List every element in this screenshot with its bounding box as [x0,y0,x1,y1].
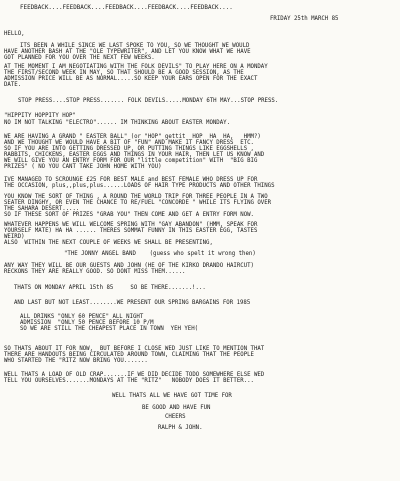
intro-line-6: ADMISSION PRICE WILL BE AS NORMAL.....SO KEEP YOUR EARS OPEN FOR THE EXACT [4,76,258,82]
bargain-drinks: ALL DRINKS "ONLY 60 PENCE" ALL NIGHT [20,314,144,320]
jonny-angel-band-line: "THE JONNY ANGEL BAND (guess who spelt it wrong then) [64,251,256,257]
prizes-line-6: SO IF THESE SORT OF PRIZES "GRAB YOU" THEN COME AND GET A ENTRY FORM NOW. [4,212,254,218]
prizes-line-4: SEATER DINGHY, OR EVEN THE CHANCE TO RE/FUEL "CONCORDE " WHILE ITS FLYING OVER [4,200,272,206]
bargain-cheapest: SO WE ARE STILL THE CHEAPEST PLACE IN TOWN YEH YEH( [20,326,199,332]
date-announcement: THATS ON MONDAY APRIL 15th 85 SO BE THERE.......!... [14,285,206,291]
closing-line-1: WELL THATS ALL WE HAVE GOT TIME FOR [112,393,232,399]
spring-line-4: ALSO WITHIN THE NEXT COUPLE OF WEEKS WE SHALL BE PRESENTING, [4,240,213,246]
prizes-line-3: YOU KNOW THE SORT OF THING , A ROUND THE WORLD TRIP FOR THREE PEOPLE IN A TWO [4,194,268,200]
spring-line-2: YOURSELF MATE) HA HA ...... THERES SOMMAT FUNNY IN THIS EASTER EGG, TASTES [4,228,258,234]
stop-press-line: STOP PRESS....STOP PRESS....... FOLK DEVILS.....MONDAY 6TH MAY...STOP PRESS. [18,98,279,104]
easter-ball-line-3: SO IF YOU ARE INTO GETTING DRESSED UP, OR PUTTING THINGS LIKE EGGSHELLS , [4,146,254,152]
spring-line-1: WHATEVER HAPPENS WE WILL WELCOME SPRING WITH "GAY ABANDON" (HMM, SPEAK FOR [4,222,258,228]
bargain-admission: ADMISSION "ONLY 50 PENCE BEFORE 10 P/M [20,320,154,326]
intro-line-4: AT THE MOMENT I AM NEGOTIATING WITH THE FOLK DEVILS" TO PLAY HERE ON A MONDAY [4,64,268,70]
guests-line-2: RECKONS THEY ARE REALLY GOOD. SO DONT MISS THEM...... [4,269,186,275]
handouts-line-2: THERE ARE HANDOUTS BEING CIRCULATED AROUND TOWN, CLAIMING THAT THE PEOPLE [4,352,254,358]
letter-date: FRIDAY 25th MARCH 85 [270,16,339,22]
prizes-line-5: THE SAHARA DESERT..... [4,206,80,212]
intro-line-3: GOT PLANNED FOR YOU OVER THE NEXT FEW WEEKS. [4,55,155,61]
ritz-line-1: WELL THATS A LOAD OF OLD CRAP.......IF WE DID DECIDE TODO SOMEWHERE ELSE WED [4,372,265,378]
intro-line-2: HAVE ANOTHER BASH AT THE "OLE TYPEWRITER", AND LET YOU KNOW WHAT WE HAVE [4,49,251,55]
prizes-line-1: IVE MANAGED TO SCROUNGE £25 FOR BEST MALE and BEST FEMALE WHO DRESS UP FOR [4,177,258,183]
feedback-header: FEEDBACK....FEEDBACK....FEEDBACK....FEEDBACK....FEEDBACK.... [20,5,233,11]
greeting: HELLO, [4,31,25,37]
signature: RALPH & JOHN. [158,425,203,431]
electro-line: NO IM NOT TALKING "ELECTRO"...... IM THINKING ABOUT EASTER MONDAY. [4,120,230,126]
closing-cheers: CHEERS [165,414,186,420]
prizes-line-2: THE OCCASION, plus,,plus,plus......LOADS OF HAIR TYPE PRODUCTS AND OTHER THINGS [4,183,275,189]
intro-line-1: ITS BEEN A WHILE SINCE WE LAST SPOKE TO YOU, SO WE THOUGHT WE WOULD [20,43,250,49]
spring-bargains-line: AND LAST BUT NOT LEAST........WE PRESENT OUR SPRING BARGAINS FOR 1985 [14,300,251,306]
intro-line-7: DATE. [4,82,22,88]
easter-ball-line-2: AND WE THOUGHT WE WOULD HAVE A BIT OF "FUN" AND MAKE IT FANCY DRESS ETC. [4,140,254,146]
ritz-line-2: TELL YOU OURSELVES.......MONDAYS AT THE "RITZ" NOBODY DOES IT BETTER... [4,378,254,384]
hippity-hoppity-title: "HIPPITY HOPPITY HOP" [4,113,76,119]
easter-ball-line-4: RABBITS, CHICKENS, EASTER EGGS AND THINGS IN YOUR HAIR, THEN LET US KNOW AND [4,152,265,158]
closing-line-2: BE GOOD AND HAVE FUN [142,405,211,411]
handouts-line-3: WHO STARTED THE "RITZ NOW BRING YOU....... [4,358,148,364]
easter-ball-line-5: WE WILL GIVE YOU AN ENTRY FORM FOR OUR "little competition" WITH "BIG BIG [4,158,258,164]
easter-ball-line-6: PRIZES" ( NO YOU CANT TAKE JOHN HOME WITH YOU) [4,164,162,170]
guests-line-1: ANY WAY THEY WILL BE OUR GUESTS AND JOHN (HE OF THE KIRKO DRANDO HAIRCUT) [4,263,254,269]
easter-ball-line-1: WE ARE HAVING A GRAND " EASTER BALL" (or "HOP" gettit HOP HA HA, HMM?) [4,134,261,140]
spring-line-3: WEIRD) [4,234,25,240]
intro-line-5: THE FIRST/SECOND WEEK IN MAY, SO THAT SHOULD BE A GOOD SESSION, AS THE [4,70,244,76]
handouts-line-1: SO THATS ABOUT IT FOR NOW, BUT BEFORE I CLOSE WED JUST LIKE TO MENTION THAT [4,346,265,352]
